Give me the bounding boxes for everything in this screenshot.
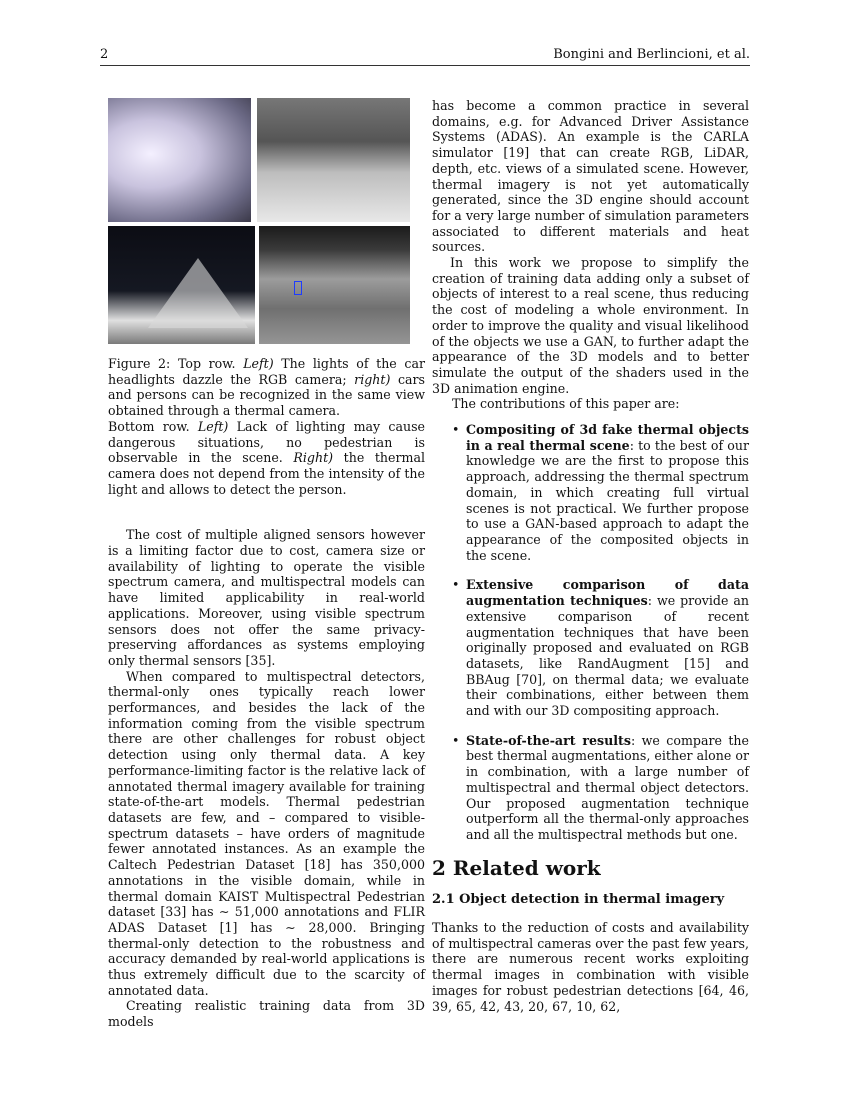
caption-top-row: Top row. <box>177 356 236 371</box>
caption-bottom-row: Bottom row. <box>108 418 190 434</box>
bullet-icon: • <box>452 577 460 593</box>
list-item <box>452 422 749 563</box>
list-item <box>452 733 749 843</box>
page-number: 2 <box>100 47 109 62</box>
caption-figure-label: Figure 2: <box>108 356 171 371</box>
road-highlight <box>148 258 248 328</box>
bullet-text: : we provide an extensive comparison of recent augmentation techniques that have been originally proposed and evaluated on RGB datasets, like RandAugment [15] and BBAug [70], on thermal data; we evaluate their combinations, either between them and with our 3D compositing approach. <box>466 593 749 719</box>
list-item <box>452 577 749 718</box>
bullet-title: Extensive comparison of data augmentation techniques <box>466 577 749 609</box>
bullet-icon: • <box>452 732 460 748</box>
section-title: 2 Related work <box>432 855 601 880</box>
caption-left-2-text: Lack of lighting may cause dangerous situations, no pedestrian is observable in the scene. <box>108 418 425 466</box>
figure-2 <box>108 98 410 344</box>
bullet-text: : to the best of our knowledge we are the first to propose this approach, addressing the thermal spectrum domain, in which creating full virtual scenes is not practical. We further propose to use a GAN-based approach to adapt the appearance of the composited objects in the scene. <box>466 437 749 563</box>
paragraph: has become a common practice in several domains, e.g. for Advanced Driver Assistance Systems (ADAS). An example is the CARLA simulator [19] that can create RGB, LiDAR, depth, etc. views of a simulated scene. However, thermal imagery is not yet automatically generated, since the 3D engine should account for a very large number of simulation parameters associated to different materials and heat sources. <box>432 98 749 255</box>
caption-right-1-text: cars and persons can be recognized in the same view obtained through a thermal camera. <box>108 371 425 419</box>
caption-right-1: right) <box>354 371 391 387</box>
right-column <box>432 98 749 1014</box>
bullet-text: : we compare the best thermal augmentations, either alone or in combination, with a large number of multispectral and thermal object detectors. Our proposed augmentation technique outperform all the thermal-only approaches and all the multispectral methods but one. <box>466 732 749 842</box>
left-column <box>108 98 425 1030</box>
caption-right-2-text: the thermal camera does not depend from the intensity of the light and allows to detect the person. <box>108 450 425 497</box>
rgb-headlights-photo <box>108 98 251 222</box>
paragraph: The cost of multiple aligned sensors however is a limiting factor due to cost, camera size or availability of lighting to operate the visible spectrum camera, and multispectral models can have limited applicability in real-world applications. Moreover, using visible spectrum sensors does not offer the same privacy-preserving affordances as systems employing only thermal sensors [35]. <box>108 527 425 668</box>
caption-left-1: Left) <box>243 356 274 371</box>
paragraph: Creating realistic training data from 3D models <box>108 998 425 1030</box>
bullet-title: Compositing of 3d fake thermal objects in a real thermal scene <box>466 422 749 453</box>
contributions-intro: The contributions of this paper are: <box>452 396 680 412</box>
bullet-icon: • <box>452 422 460 438</box>
caption-right-2: Right) <box>293 450 334 466</box>
caption-left-1-text: The lights of the car headlights dazzle the RGB camera; <box>108 356 425 387</box>
thermal-cars-photo <box>257 98 410 222</box>
subsection-title: 2.1 Object detection in thermal imagery <box>432 892 725 908</box>
paragraph: When compared to multispectral detectors, thermal-only ones typically reach lower performances, and besides the lack of the information coming from the visible spectrum there are other challenges for robust object detection using only thermal data. A key performance-limiting factor is the relative lack of annotated thermal imagery available for training state-of-the-art models. Thermal pedestrian datasets are few, and – compared to visible-spectrum datasets – have orders of magnitude fewer annotated instances. As an example the Caltech Pedestrian Dataset [18] has 350,000 annotations in the visible domain, while in thermal domain KAIST Multispectral Pedestrian dataset [33] has ∼ 51,000 annotations and FLIR ADAS Dataset [1] has ∼ 28,000. Bringing thermal-only detection to the robustness and accuracy demanded by real-world applications is thus extremely difficult due to the scarcity of annotated data. <box>108 668 425 998</box>
page-header <box>100 45 750 66</box>
figure-caption <box>108 356 425 497</box>
contributions-list <box>432 422 749 843</box>
paragraph: Thanks to the reduction of costs and availability of multispectral cameras over the past few years, there are numerous recent works exploiting thermal images in combination with visible images for robust pedestrian detections [64, 46, 39, 65, 42, 43, 20, 67, 10, 62, <box>432 920 749 1014</box>
pedestrian-bounding-box <box>294 281 302 295</box>
caption-left-2: Left) <box>197 418 229 434</box>
running-authors: Bongini and Berlincioni, et al. <box>553 47 750 62</box>
thermal-road-photo <box>259 226 410 344</box>
bullet-title: State-of-the-art results <box>466 732 631 748</box>
paragraph: In this work we propose to simplify the creation of training data adding only a subset of objects of interest to a real scene, thus reducing the cost of modeling a whole environment. In order to improve the quality and visual likelihood of the objects we use a GAN, to further adapt the appearance of the 3D models and to better simulate the output of the shaders used in the 3D animation engine. <box>432 255 749 396</box>
